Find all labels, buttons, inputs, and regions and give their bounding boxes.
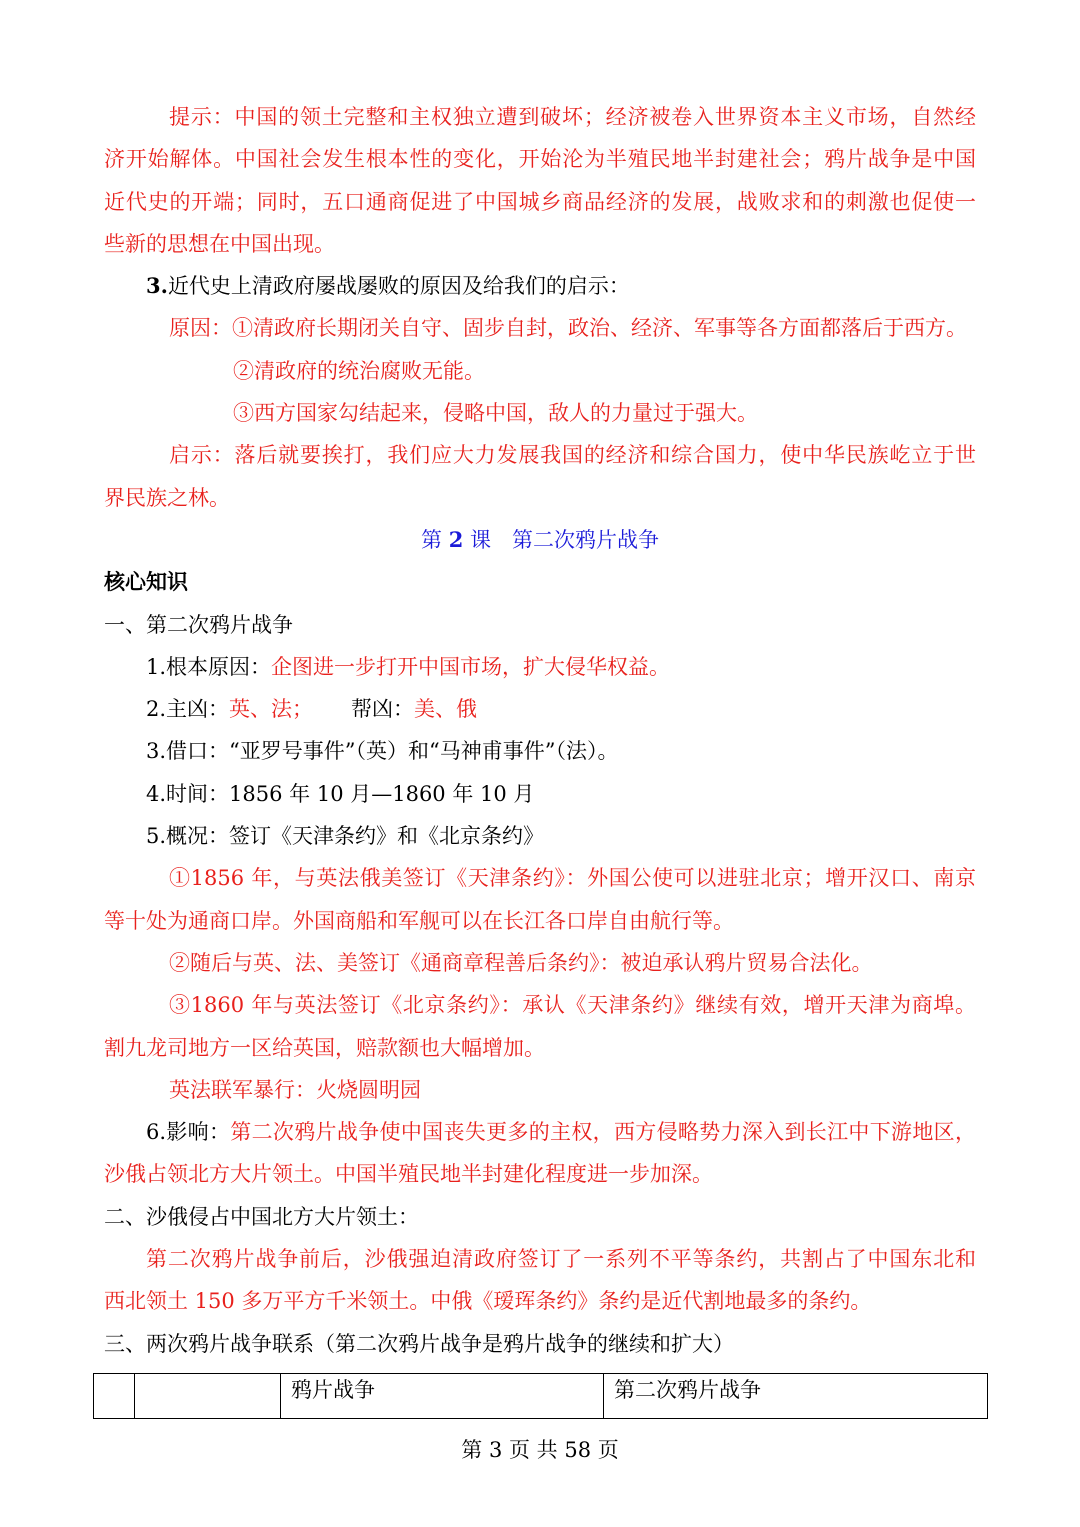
point-text: 企图进一步打开中国市场，扩大侵华权益。 xyxy=(271,654,671,679)
hint-line xyxy=(104,96,976,138)
hint-label: 提示： xyxy=(169,105,235,129)
reason-item: ②清政府的统治腐败无能。 xyxy=(233,358,485,383)
reason-line xyxy=(104,307,976,349)
page-footer: 第 3 页 共 58 页 xyxy=(461,1438,619,1462)
point-label: 帮凶： xyxy=(351,697,415,722)
lesson-title xyxy=(104,519,976,561)
point-text: 英、法； xyxy=(229,697,314,722)
section-2-text: 西北领土 150 多万平方千米领土。中俄《瑷珲条约》条约是近代割地最多的条约。 xyxy=(104,1289,872,1314)
point-6: 沙俄占领北方大片领土。中国半殖民地半封建化程度进一步加深。 xyxy=(104,1162,713,1187)
title-prefix: 第 xyxy=(421,527,442,552)
hint-line: 济开始解体。中国社会发生根本性的变化，开始沦为半殖民地半封建社会；鸦片战争是中国 xyxy=(104,147,976,172)
lesson-text: 落后就要挨打，我们应大力发展我国的经济和综合国力，使中华民族屹立于世 xyxy=(234,443,976,468)
point-3: 3.借口：“亚罗号事件”（英）和“马神甫事件”（法）。 xyxy=(146,739,619,764)
detail-1: ①1856 年，与英法俄美签订《天津条约》：外国公使可以进驻北京；增开汉口、南京 xyxy=(169,866,976,891)
point-5: 5.概况：签订《天津条约》和《北京条约》 xyxy=(146,824,545,849)
table-row xyxy=(94,1374,988,1419)
point-2 xyxy=(104,688,976,730)
lesson-label: 启示： xyxy=(169,443,235,468)
lesson-line: 界民族之林。 xyxy=(104,485,230,510)
table-cell xyxy=(135,1374,281,1419)
document-page xyxy=(104,96,976,1365)
reason-label: 原因： xyxy=(169,316,232,341)
section-heading: 三、两次鸦片战争联系（第二次鸦片战争是鸦片战争的继续和扩大） xyxy=(104,1331,734,1356)
core-knowledge-heading: 核心知识 xyxy=(104,569,188,595)
detail-4: 英法联军暴行：火烧圆明园 xyxy=(169,1077,421,1102)
detail-2: ②随后与英、法、美签订《通商章程善后条约》：被迫承认鸦片贸易合法化。 xyxy=(169,950,873,975)
table-cell xyxy=(94,1374,135,1419)
table-header-second-opium-war: 第二次鸦片战争 xyxy=(604,1374,988,1419)
detail-1: 等十处为通商口岸。外国商船和军舰可以在长江各口岸自由航行等。 xyxy=(104,908,734,933)
q3-text: 近代史上清政府屡战屡败的原因及给我们的启示： xyxy=(167,274,630,299)
lesson-line xyxy=(104,434,976,476)
comparison-table xyxy=(93,1373,988,1419)
detail-3: ③1860 年与英法签订《北京条约》：承认《天津条约》继续有效，增开天津为商埠。 xyxy=(169,993,976,1018)
hint-line: 些新的思想在中国出现。 xyxy=(104,231,335,256)
hint-line: 近代史的开端；同时，五口通商促进了中国城乡商品经济的发展，战败求和的刺激也促使一 xyxy=(104,189,976,214)
section-2-text: 第二次鸦片战争前后，沙俄强迫清政府签订了一系列不平等条约，共割占了中国东北和 xyxy=(146,1247,976,1272)
point-1 xyxy=(104,646,976,688)
hint-text: 中国的领土完整和主权独立遭到破坏；经济被卷入世界资本主义市场，自然经 xyxy=(234,105,976,129)
title-text: 课 第二次鸦片战争 xyxy=(470,527,659,552)
detail-3: 割九龙司地方一区给英国，赔款额也大幅增加。 xyxy=(104,1035,545,1060)
point-6 xyxy=(104,1111,976,1153)
reason-item: ①清政府长期闭关自守、固步自封，政治、经济、军事等各方面都落后于西方。 xyxy=(232,316,967,341)
section-heading: 一、第二次鸦片战争 xyxy=(104,612,293,637)
section-heading: 二、沙俄侵占中国北方大片领土： xyxy=(104,1204,419,1229)
point-label: 1.根本原因： xyxy=(146,654,272,679)
question-3 xyxy=(104,265,976,307)
title-number: 2 xyxy=(448,526,464,552)
point-text: 美、俄 xyxy=(414,697,478,722)
q3-number: 3. xyxy=(146,273,168,299)
point-label: 2.主凶： xyxy=(146,697,230,722)
point-text: 第二次鸦片战争使中国丧失更多的主权，西方侵略势力深入到长江中下游地区， xyxy=(230,1120,976,1145)
table-header-opium-war: 鸦片战争 xyxy=(281,1374,604,1419)
point-4: 4.时间：1856 年 10 月—1860 年 10 月 xyxy=(146,781,535,806)
reason-item: ③西方国家勾结起来，侵略中国，敌人的力量过于强大。 xyxy=(233,401,758,426)
point-label: 6.影响： xyxy=(146,1120,231,1145)
